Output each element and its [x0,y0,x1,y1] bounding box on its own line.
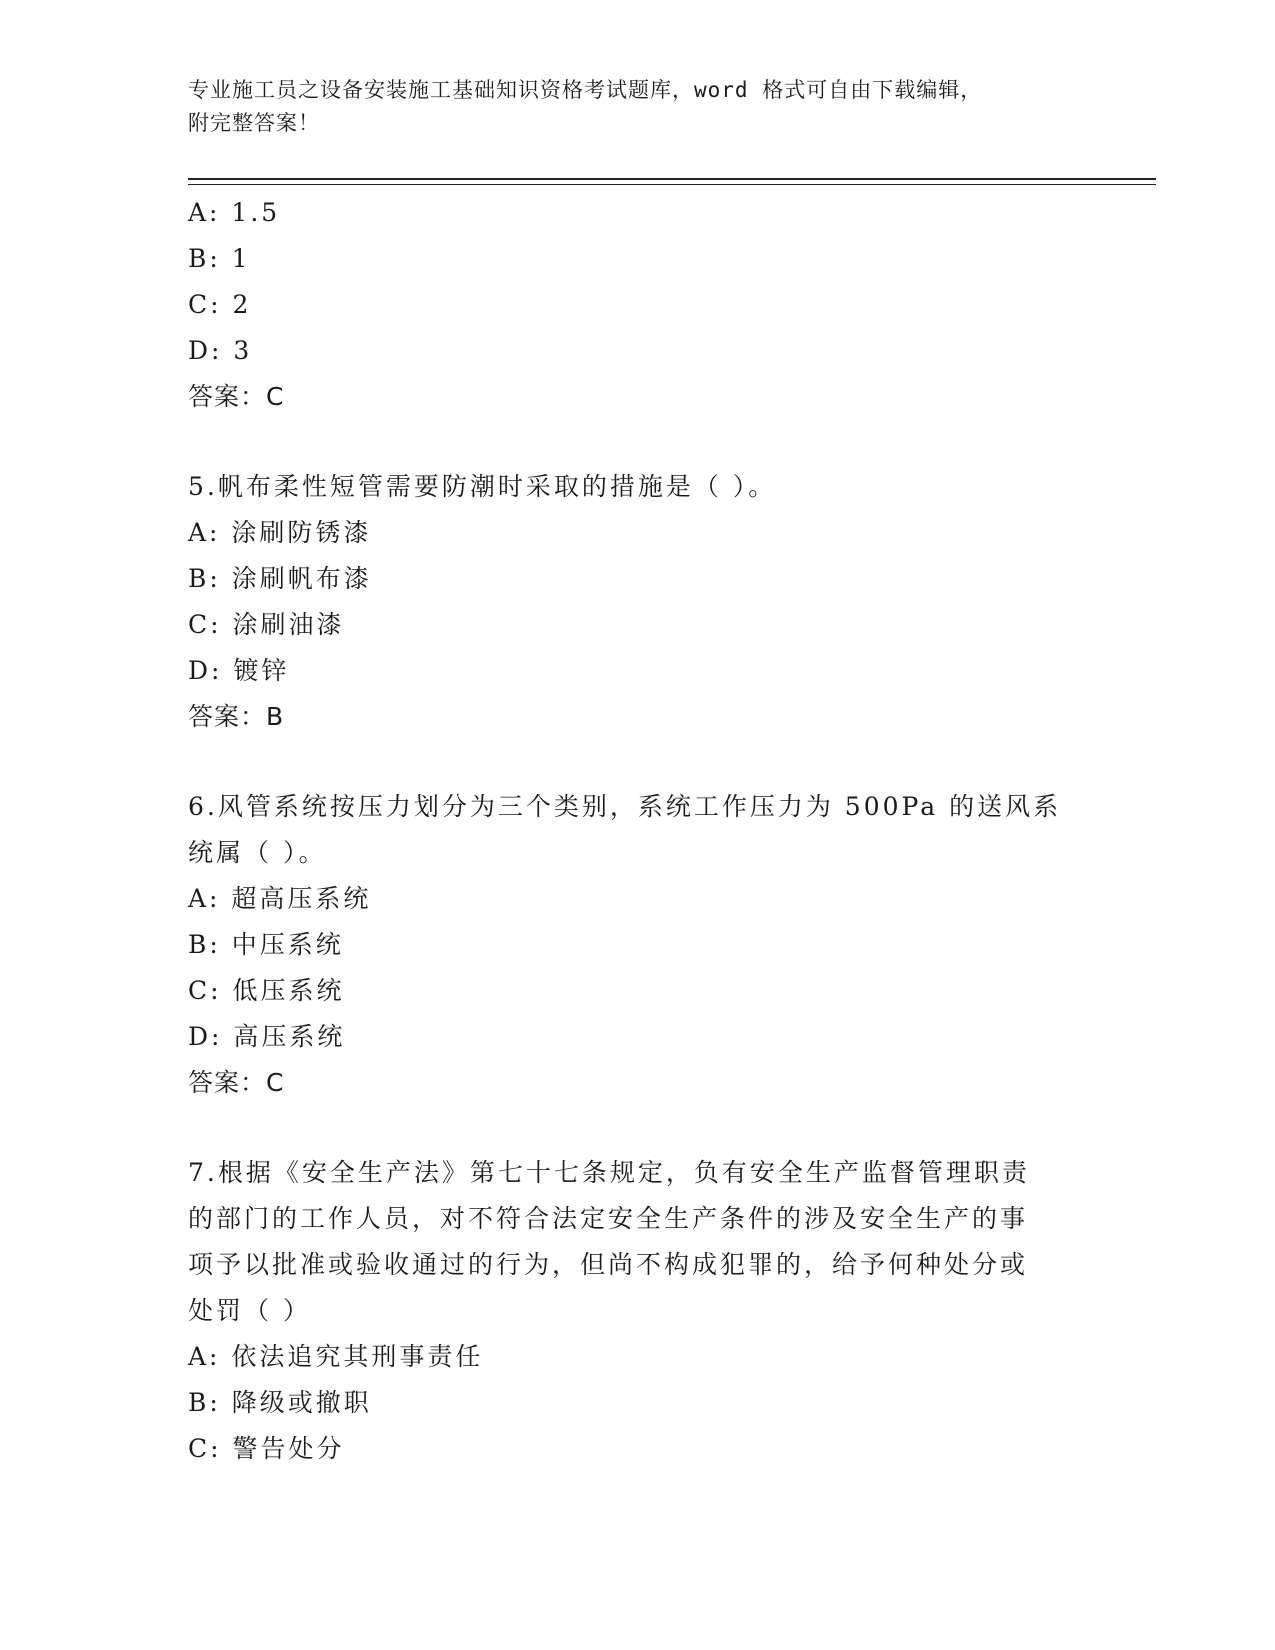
option-a: A: 1.5 [188,198,281,227]
option-a: A: 涂刷防锈漆 [188,518,372,547]
option-b: B: 1 [188,244,251,273]
option-c: C: 警告处分 [188,1434,345,1463]
question-stem: 5.帆布柔性短管需要防潮时采取的措施是（ ）。 [188,472,777,501]
option-b: B: 涂刷帆布漆 [188,564,372,593]
header-divider-thick [188,178,1156,180]
header-divider-thin [188,184,1156,185]
question-5 [188,464,1068,740]
header-line-1: 专业施工员之设备安装施工基础知识资格考试题库，word 格式可自由下载编辑， [188,78,983,102]
option-d: D: 镀锌 [188,656,290,685]
question-stem-line-1: 7.根据《安全生产法》第七十七条规定，负有安全生产监督管理职责 [188,1158,1030,1187]
option-d: D: 3 [188,336,253,365]
question-stem-line-2: 统属（ ）。 [188,838,327,867]
option-c: C: 涂刷油漆 [188,610,345,639]
question-6 [188,784,1068,1106]
question-stem-line-1: 6.风管系统按压力划分为三个类别，系统工作压力为 500Pa 的送风系 [188,792,1062,821]
question-4-partial [188,190,1068,420]
option-b: B: 降级或撤职 [188,1388,372,1417]
question-7 [188,1150,1068,1472]
question-list [188,190,1068,1472]
option-c: C: 2 [188,290,252,319]
question-stem-line-3: 项予以批准或验收通过的行为，但尚不构成犯罪的，给予何种处分或 [188,1250,1029,1279]
answer: 答案：B [188,702,285,731]
option-c: C: 低压系统 [188,976,345,1005]
header-line-2: 附完整答案！ [188,111,320,135]
option-b: B: 中压系统 [188,930,344,959]
answer: 答案：C [188,1068,285,1097]
question-stem-line-2: 的部门的工作人员，对不符合法定安全生产条件的涉及安全生产的事 [188,1204,1029,1233]
answer: 答案：C [188,382,285,411]
option-d: D: 高压系统 [188,1022,346,1051]
option-a: A: 依法追究其刑事责任 [188,1342,484,1371]
document-header [188,74,1068,140]
question-stem-line-4: 处罚（ ） [188,1296,311,1325]
option-a: A: 超高压系统 [188,884,372,913]
